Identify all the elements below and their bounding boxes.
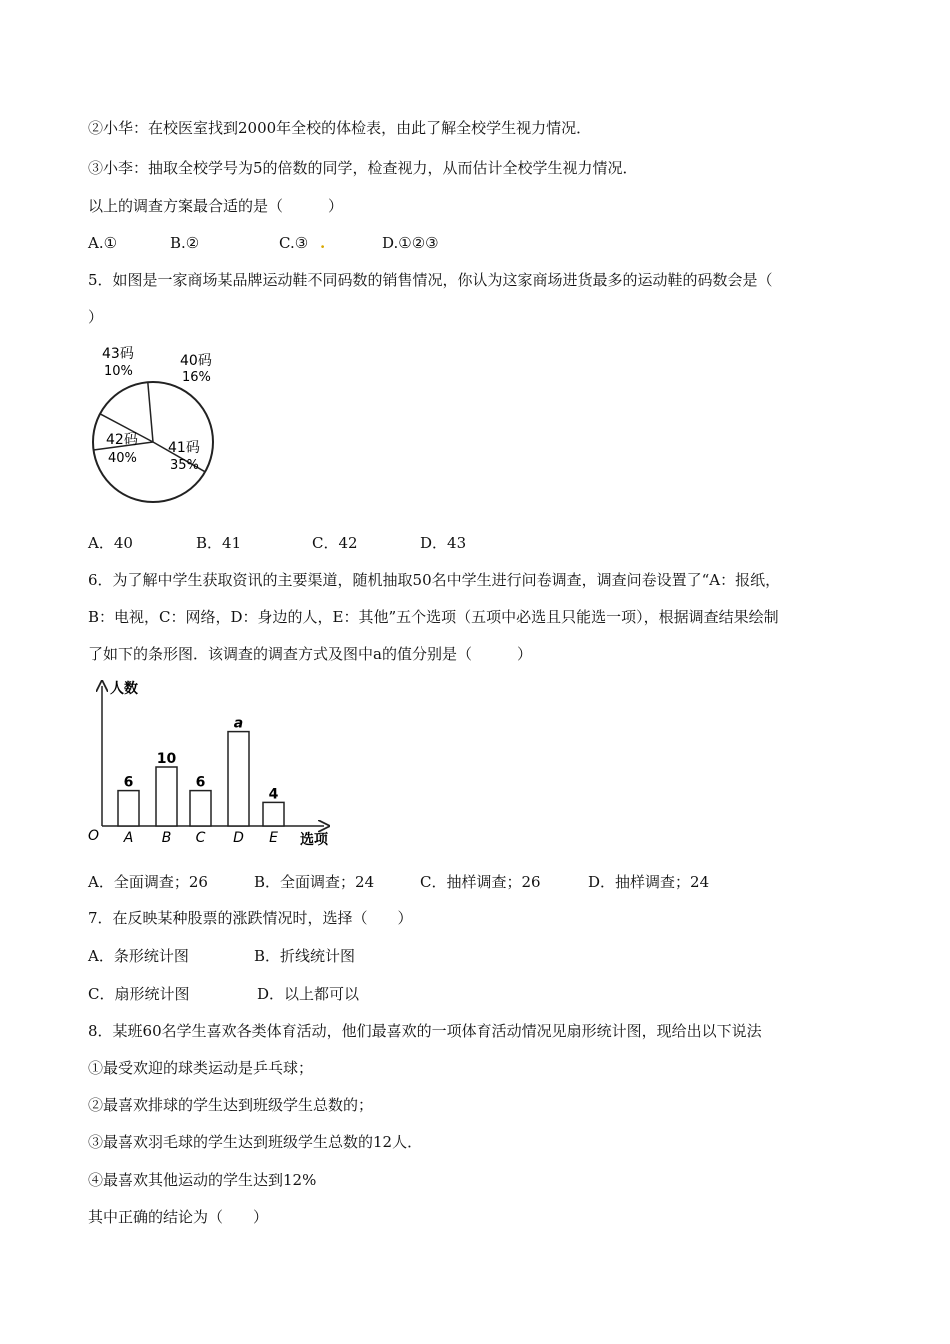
pie-label-42: 42码: [106, 432, 138, 448]
line-xiaohua: ②小华：在校医室找到2000年全校的体检表，由此了解全校学生视力情况．: [88, 119, 592, 137]
pie-label-40: 40码: [180, 353, 212, 369]
q4-option-d: D.①②③: [382, 234, 439, 252]
question-8-prompt: 其中正确的结论为（ ）: [88, 1208, 269, 1226]
statement-1: ①最受欢迎的球类运动是乒乓球；: [88, 1059, 314, 1077]
q4-option-c: C.③: [279, 234, 309, 252]
q6-option-a: A．全面调查；26: [88, 873, 208, 891]
bar-value-label-C: 6: [195, 774, 206, 791]
bar-value-label-B: 10: [156, 751, 177, 767]
bar-B: [156, 767, 177, 826]
question-6-text-2: B：电视，C：网络，D：身边的人，E：其他”五个选项（五项中必选且只能选一项），根据调查结果绘制: [88, 608, 779, 626]
origin-label: O: [88, 828, 100, 844]
q6-option-c: C．抽样调查；26: [420, 873, 541, 891]
question-6-text-1: 6．为了解中学生获取资讯的主要渠道，随机抽取50名中学生进行问卷调查，调查问卷设置了“A：报纸，: [88, 571, 781, 589]
bar-value-label-E: 4: [268, 786, 279, 803]
pie-label-41: 41码: [168, 440, 200, 456]
q7-option-b: B．折线统计图: [254, 947, 356, 965]
question-5-text: 5．如图是一家商场某品牌运动鞋不同码数的销售情况，你认为这家商场进货最多的运动鞋的码数会是（: [88, 271, 773, 289]
pie-pct-40: 16%: [182, 370, 211, 385]
x-tick-label-C: C: [195, 830, 206, 846]
x-tick-label-E: E: [269, 830, 278, 846]
x-tick-label-B: B: [161, 830, 172, 846]
q5-option-d: D．43: [420, 534, 467, 552]
q7-option-d: D．以上都可以: [257, 985, 360, 1003]
y-axis-label: 人数: [110, 681, 138, 697]
q6-option-b: B．全面调查；24: [254, 873, 375, 891]
shoe-size-pie-chart: [88, 338, 228, 516]
q5-option-a: A．40: [88, 534, 133, 552]
x-tick-label-D: D: [233, 830, 244, 846]
pie-label-43: 43码: [102, 346, 134, 362]
bar-A: [118, 791, 139, 826]
question-4-prompt: 以上的调查方案最合适的是（ ）: [88, 197, 344, 215]
q6-option-d: D．抽样调查；24: [588, 873, 710, 891]
pie-pct-42: 40%: [108, 451, 137, 466]
x-tick-label-A: A: [123, 830, 134, 846]
stray-dot: .: [320, 234, 326, 252]
q4-option-a: A.①: [88, 234, 118, 252]
statement-3: ③最喜欢羽毛球的学生达到班级学生总数的12人．: [88, 1133, 423, 1151]
q7-option-a: A．条形统计图: [88, 947, 189, 965]
q7-option-c: C．扇形统计图: [88, 985, 190, 1003]
line-xiaoli: ③小李：抽取全校学号为5的倍数的同学，检查视力，从而估计全校学生视力情况．: [88, 159, 638, 177]
x-axis-label: 选项: [300, 832, 328, 848]
statement-4: ④最喜欢其他运动的学生达到12%: [88, 1171, 317, 1189]
pie-pct-41: 35%: [170, 458, 199, 473]
bar-value-label-A: 6: [123, 774, 134, 791]
statement-2: ②最喜欢排球的学生达到班级学生总数的；: [88, 1096, 374, 1114]
channel-bar-chart: [84, 676, 344, 848]
bar-C: [190, 791, 211, 826]
question-7-text: 7．在反映某种股票的涨跌情况时，选择（ ）: [88, 909, 413, 927]
q5-option-b: B．41: [196, 534, 242, 552]
bar-value-label-D: a: [233, 715, 244, 732]
q5-option-c: C．42: [312, 534, 358, 552]
question-8-text: 8．某班60名学生喜欢各类体育活动，他们最喜欢的一项体育活动情况见扇形统计图，现给出以下说法: [88, 1022, 762, 1040]
bar-E: [263, 802, 284, 826]
question-6-text-3: 了如下的条形图．该调查的调查方式及图中a的值分别是（ ）: [88, 645, 532, 663]
bar-D: [228, 732, 249, 826]
question-5-text-end: ）: [88, 308, 104, 326]
pie-slice-boundary-41码: [148, 382, 153, 442]
pie-pct-43: 10%: [104, 364, 133, 379]
q4-option-b: B.②: [170, 234, 200, 252]
